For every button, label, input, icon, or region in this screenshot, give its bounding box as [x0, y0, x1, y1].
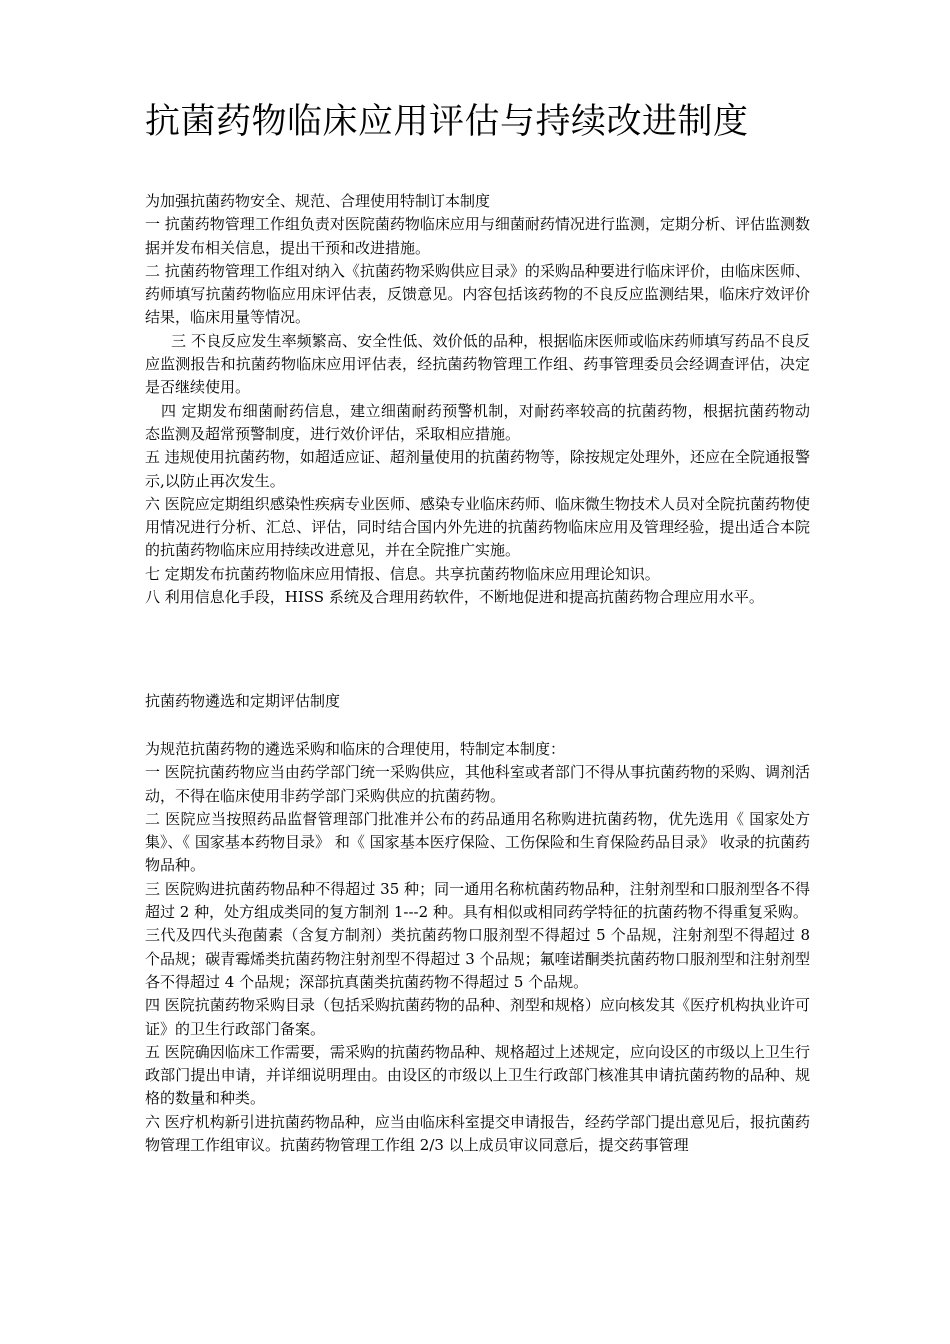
clause-8: 八 利用信息化手段，HISS 系统及合理用药软件，不断地促进和提高抗菌药物合理应用水平。: [145, 588, 764, 607]
clause-4: 四 医院抗菌药物采购目录（包括采购抗菌药物的品种、剂型和规格）应向核发其《医疗机构执业许可证》的卫生行政部门备案。: [145, 996, 810, 1038]
clause-2: 二 医院应当按照药品监督管理部门批准并公布的药品通用名称购进抗菌药物，优先选用《 国家处方集》、《 国家基本药物目录》 和《 国家基本医疗保险、工伤保险和生育保险药品目录》 收录的抗菌药物品种。: [145, 809, 810, 875]
clause-1: 一 抗菌药物管理工作组负责对医院菌药物临床应用与细菌耐药情况进行监测，定期分析、评估监测数据并发布相关信息，提出干预和改进措施。: [145, 215, 810, 257]
section-selection-system: [145, 738, 810, 1157]
clause-7: 七 定期发布抗菌药物临床应用情报、信息。共享抗菌药物临床应用理论知识。: [145, 564, 660, 583]
clause-2: 二 抗菌药物管理工作组对纳入《抗菌药物采购供应目录》的采购品种要进行临床评价，由临床医师、药师填写抗菌药物临应用床评估表，反馈意见。内容包括该药物的不良反应监测结果，临床疗效评价结果，临床用量等情况。: [145, 261, 810, 327]
clause-1: 一 医院抗菌药物应当由药学部门统一采购供应，其他科室或者部门不得从事抗菌药物的采购、调剂活动，不得在临床使用非药学部门采购供应的抗菌药物。: [145, 763, 810, 805]
section-evaluation-system: [145, 190, 810, 609]
section-heading-selection-system: 抗菌药物遴选和定期评估制度: [145, 692, 341, 710]
clause-3: 三 医院购进抗菌药物品种不得超过 35 种；同一通用名称杭菌药物品种，注射剂型和口服剂型各不得超过 2 种，处方组成类同的复方制剂 1---2 种。具有相似或相同药学特征的抗菌药物不得重复采购。: [145, 879, 810, 922]
clause-3: 三 不良反应发生率频繁高、安全性低、效价低的品种，根据临床医师或临床药师填写药品不良反应监测报告和抗菌药物临床应用评估表，经抗菌药物管理工作组、药事管理委员会经调查评估，决定是否继续使用。: [145, 331, 810, 397]
document-title: 抗菌药物临床应用评估与持续改进制度: [145, 102, 749, 142]
clause-6: 六 医疗机构新引进抗菌药物品种，应当由临床科室提交申请报告，经药学部门提出意见后，报抗菌药物管理工作组审议。抗菌药物管理工作组 2/3 以上成员审议同意后，提交药事管理: [145, 1112, 810, 1155]
clause-4: 四 定期发布细菌耐药信息，建立细菌耐药预警机制，对耐药率较高的抗菌药物，根据抗菌药物动态监测及超常预警制度，进行效价评估，采取相应措施。: [145, 401, 810, 443]
section-intro: 为加强抗菌药物安全、规范、合理使用特制订本制度: [145, 192, 491, 210]
clause-5: 五 医院确因临床工作需要，需采购的抗菌药物品种、规格超过上述规定，应向设区的市级以上卫生行政部门提出申请，并详细说明理由。由设区的市级以上卫生行政部门核准其申请抗菌药物的品种、规格的数量和种类。: [145, 1042, 810, 1108]
clause-6: 六 医院应定期组织感染性疾病专业医师、感染专业临床药师、临床微生物技术人员对全院抗菌药物使用情况进行分析、汇总、评估，同时结合国内外先进的抗菌药物临床应用及管理经验，提出适合本院的抗菌药物临床应用持续改进意见，并在全院推广实施。: [145, 494, 810, 560]
section-intro: 为规范抗菌药物的遴选采购和临床的合理使用，特制定本制度：: [145, 740, 566, 758]
clause-5: 五 违规使用抗菌药物，如超适应证、超剂量使用的抗菌药物等，除按规定处理外，还应在全院通报警示,以防止再次发生。: [145, 448, 810, 490]
clause-3-detail: 三代及四代头孢菌素（含复方制剂）类抗菌药物口服剂型不得超过 5 个品规，注射剂型不得超过 8 个品规；碳青霉烯类抗菌药物注射剂型不得超过 3 个品规；氟喹诺酮类抗菌药物口服剂型和注射剂型各不得超过 4 个品规；深部抗真菌类抗菌药物不得超过 5 个品规。: [145, 926, 810, 991]
